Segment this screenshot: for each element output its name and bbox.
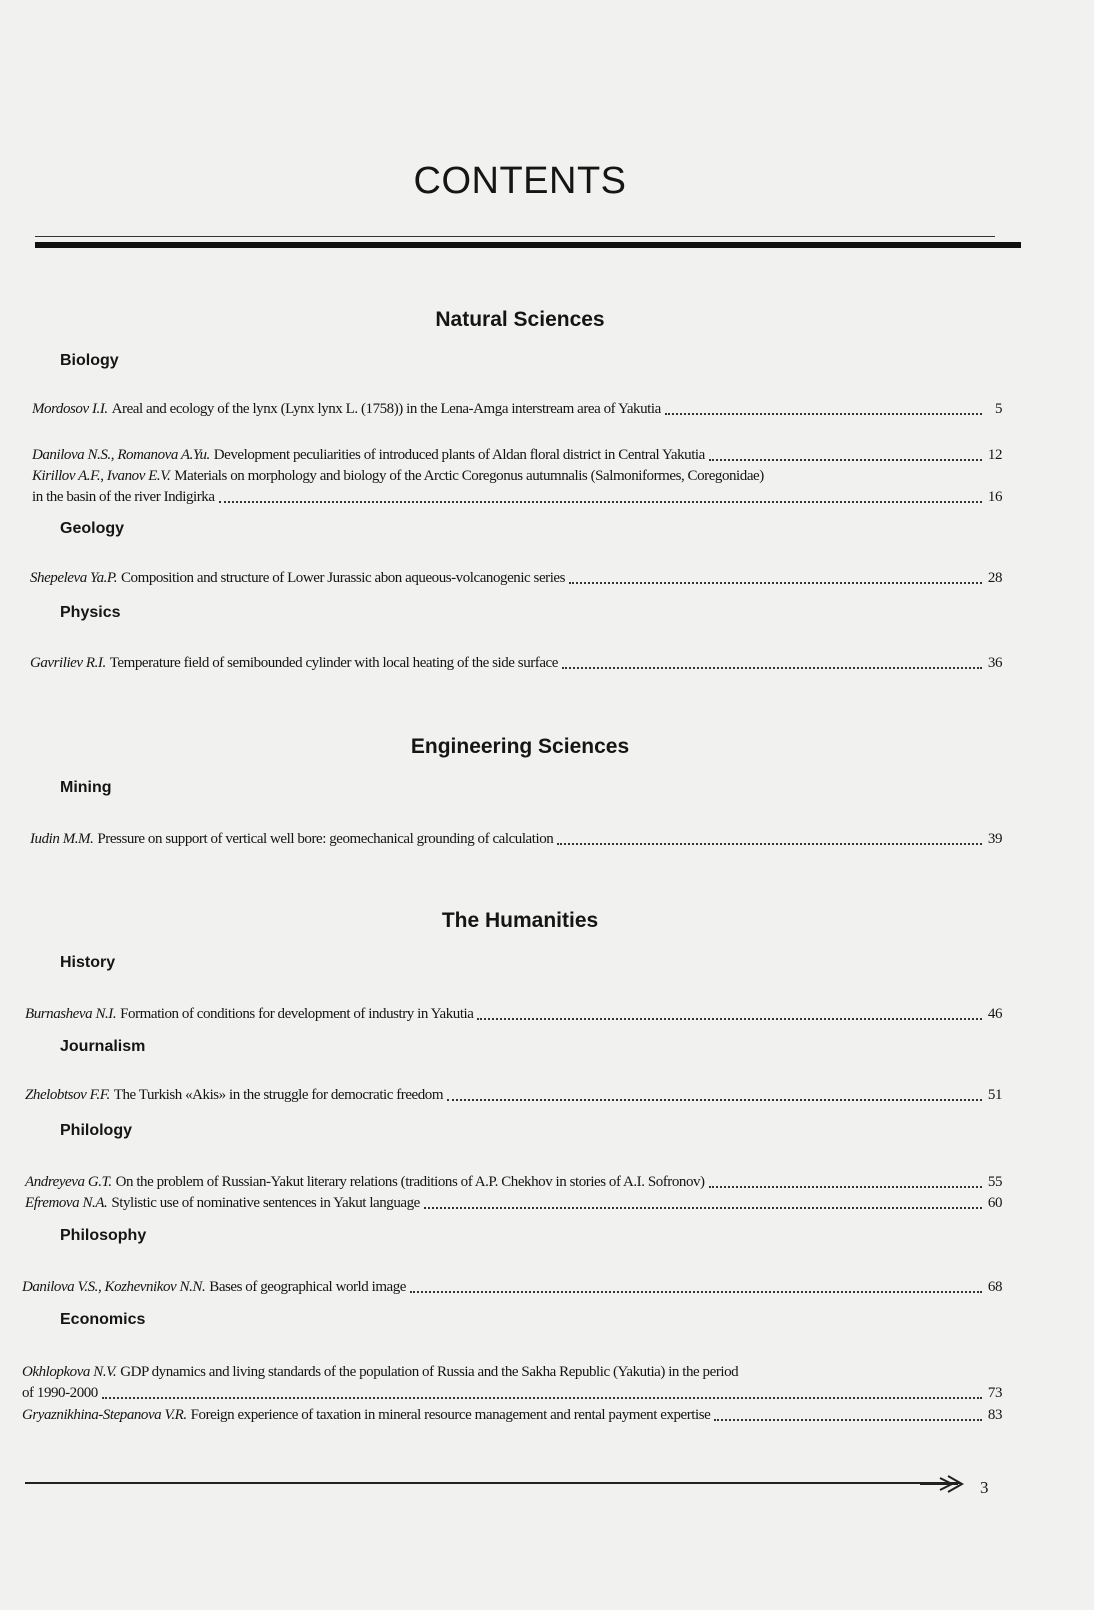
page-title: CONTENTS (413, 160, 627, 202)
entry-author: Efremova N.A. (25, 1195, 108, 1211)
toc-entry (22, 1277, 1002, 1298)
dot-leader (562, 667, 982, 669)
dot-leader (219, 501, 982, 503)
entry-page: 83 (987, 1407, 1002, 1423)
subsection-heading: Biology (60, 352, 119, 369)
entry-author: Shepeleva Ya.P. (30, 570, 117, 586)
toc-entry (22, 1405, 1002, 1426)
entry-page: 12 (987, 447, 1002, 463)
dot-leader (665, 413, 982, 415)
entry-line (22, 1277, 1002, 1298)
dot-leader (709, 459, 982, 461)
subsection-heading: Philology (60, 1122, 132, 1139)
entry-title: Temperature field of semibounded cylinder with local heating of the side surface (109, 655, 558, 671)
entry-page: 36 (987, 655, 1002, 671)
entry-line (32, 487, 1002, 508)
entry-author: Gavriliev R.I. (30, 655, 106, 671)
dot-leader (424, 1207, 982, 1209)
entry-line (32, 445, 1002, 466)
entry-title: On the problem of Russian-Yakut literary relations (traditions of A.P. Chekhov in stories of A.I. Sofronov) (115, 1174, 705, 1190)
entry-title: Foreign experience of taxation in mineral resource management and rental payment expertise (190, 1407, 711, 1423)
entry-line (22, 1383, 1002, 1404)
entry-author: Gryaznikhina-Stepanova V.R. (22, 1407, 187, 1423)
entry-title: The Turkish «Akis» in the struggle for democratic freedom (113, 1087, 444, 1103)
subsection-heading: Economics (60, 1311, 146, 1328)
entry-line (25, 1004, 1002, 1025)
toc-entry (25, 1172, 1002, 1193)
entry-page: 60 (987, 1195, 1002, 1211)
section-heading: The Humanities (441, 909, 599, 932)
entry-line (22, 1362, 1002, 1383)
entry-page: 55 (987, 1174, 1002, 1190)
section-heading: Engineering Sciences (410, 735, 630, 758)
entry-page: 51 (987, 1087, 1002, 1103)
entry-line (32, 399, 1002, 420)
subsection-heading: Mining (60, 779, 112, 796)
toc-entry (22, 1362, 1002, 1404)
entry-title: Pressure on support of vertical well bore: geomechanical grounding of calculation (97, 831, 554, 847)
toc-entry (25, 1085, 1002, 1106)
entry-author: Zhelobtsov F.F. (25, 1087, 110, 1103)
entry-title-continued: in the basin of the river Indigirka (32, 489, 215, 505)
entry-title: Stylistic use of nominative sentences in Yakut language (111, 1195, 420, 1211)
entry-author: Andreyeva G.T. (25, 1174, 112, 1190)
dot-leader (557, 843, 982, 845)
header-rule-thick (35, 242, 1021, 248)
entry-line (22, 1405, 1002, 1426)
entry-line (25, 1172, 1002, 1193)
entry-title: Bases of geographical world image (209, 1279, 407, 1295)
dot-leader (410, 1291, 982, 1293)
entry-author: Mordosov I.I. (32, 401, 108, 417)
entry-line (25, 1193, 1002, 1214)
entry-line (30, 568, 1002, 589)
entry-author: Burnasheva N.I. (25, 1006, 117, 1022)
entry-author: Okhlopkova N.V. (22, 1364, 117, 1380)
subsection-heading: Geology (60, 520, 125, 537)
entry-title: Formation of conditions for development of industry in Yakutia (120, 1006, 474, 1022)
entry-title-continued: of 1990-2000 (22, 1385, 98, 1401)
entry-line (32, 466, 1002, 487)
entry-author: Kirillov A.F., Ivanov E.V. (32, 468, 171, 484)
entry-title: Materials on morphology and biology of the Arctic Coregonus autumnalis (Salmoniformes, Coregonidae) (174, 468, 764, 484)
toc-entry (30, 829, 1002, 850)
toc-entry (30, 568, 1002, 589)
entry-page: 46 (987, 1006, 1002, 1022)
ornament-icon (918, 1473, 968, 1495)
dot-leader (102, 1397, 982, 1399)
entry-title: Development peculiarities of introduced plants of Aldan floral district in Central Yakutia (213, 447, 705, 463)
entry-title: Areal and ecology of the lynx (Lynx lynx L. (1758)) in the Lena-Amga interstream area of Yakutia (111, 401, 661, 417)
dot-leader (477, 1018, 982, 1020)
dot-leader (569, 582, 982, 584)
entry-author: Danilova V.S., Kozhevnikov N.N. (22, 1279, 206, 1295)
entry-page: 68 (987, 1279, 1002, 1295)
toc-entry (25, 1193, 1002, 1214)
section-heading: Natural Sciences (435, 308, 605, 331)
dot-leader (714, 1419, 982, 1421)
page-number: 3 (980, 1478, 989, 1497)
toc-entry (32, 466, 1002, 508)
entry-page: 73 (987, 1385, 1002, 1401)
header-rule-thin (35, 236, 995, 237)
subsection-heading: Physics (60, 604, 121, 621)
entry-line (25, 1085, 1002, 1106)
entry-page: 5 (994, 401, 1002, 417)
toc-entry (30, 653, 1002, 674)
entry-page: 28 (987, 570, 1002, 586)
entry-title: GDP dynamics and living standards of the population of Russia and the Sakha Republic (Yakutia) in the period (120, 1364, 739, 1380)
subsection-heading: History (60, 954, 116, 971)
entry-page: 16 (987, 489, 1002, 505)
dot-leader (709, 1186, 982, 1188)
entry-author: Danilova N.S., Romanova A.Yu. (32, 447, 210, 463)
dot-leader (447, 1099, 982, 1101)
entry-title: Composition and structure of Lower Jurassic abon aqueous-volcanogenic series (121, 570, 566, 586)
toc-entry (25, 1004, 1002, 1025)
entry-line (30, 653, 1002, 674)
subsection-heading: Philosophy (60, 1227, 147, 1244)
subsection-heading: Journalism (60, 1038, 146, 1055)
footer-rule (25, 1482, 960, 1484)
toc-entry (32, 399, 1002, 420)
entry-line (30, 829, 1002, 850)
toc-entry (32, 445, 1002, 466)
entry-page: 39 (987, 831, 1002, 847)
entry-author: Iudin M.M. (30, 831, 94, 847)
